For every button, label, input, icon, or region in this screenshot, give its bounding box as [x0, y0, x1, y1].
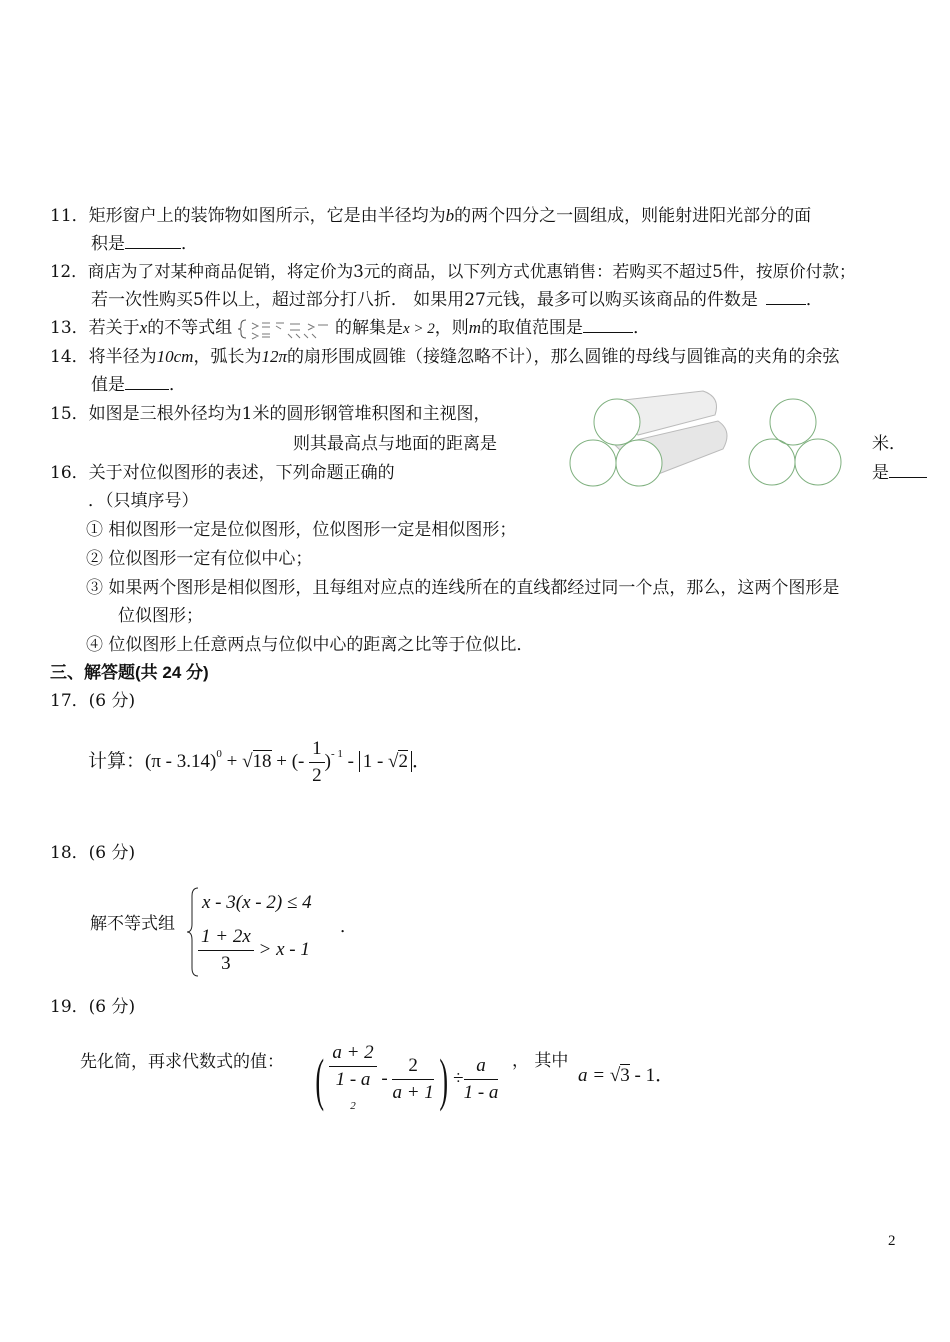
q13-mid3: ，则: [434, 318, 469, 338]
q13-prefix: 13．若关于: [50, 318, 140, 338]
q15-text: 则其最高点与地面的距离是: [293, 434, 497, 454]
q19-value: [578, 1064, 674, 1088]
q18-ineq2: [198, 924, 310, 977]
q17-abs-a: 1 -: [362, 751, 389, 772]
q16-line1: 16．关于对位似图形的表述，下列命题正确的: [50, 463, 395, 483]
q14-text-a: 14．将半径为: [50, 347, 157, 367]
q18-ineq2-rest: > x - 1: [253, 938, 310, 960]
q18-ineq1: [202, 890, 312, 916]
q13-condition: x > 2: [403, 321, 435, 337]
q18-ineq1-text: x - 3(x - 2) ≤ 4: [202, 892, 312, 913]
q17-label: 计算：: [88, 750, 146, 772]
q14-line2: [91, 374, 186, 396]
q12-text: 若一次性购买5件以上，超过部分打八折． 如果用27元钱，最多可以购买该商品的件数是: [91, 290, 758, 310]
q19-f1-exp: 2: [350, 1100, 356, 1112]
q13-answer-blank[interactable]: [583, 332, 633, 333]
q16-item-4: ④ 位似图形上任意两点与位似中心的距离之比等于位似比．: [86, 635, 534, 655]
q19-f1-den-wrap: [329, 1067, 376, 1119]
q17-term3: + (-: [271, 751, 310, 772]
section-3-title: 三、解答题(共 24 分): [50, 663, 209, 682]
q19-val-a: a =: [578, 1065, 610, 1086]
q19-paren-right: ): [439, 1046, 448, 1112]
q11-var-b: b: [445, 206, 455, 225]
q14-answer-blank[interactable]: [125, 389, 169, 390]
q19-f2-den: a + 1: [392, 1082, 434, 1103]
page-number: 2: [888, 1233, 896, 1249]
q13-end: ．: [633, 318, 651, 338]
q19-label: 先化简，再求代数式的值：: [80, 1052, 284, 1072]
q19-div: ÷: [453, 1067, 464, 1089]
q17-sqrt18: 18: [252, 751, 272, 772]
q17-exp1: - 1: [330, 748, 343, 760]
q16-item-2: ② 位似图形一定有位似中心；: [86, 549, 313, 569]
q16-line2: ．（只填序号）: [88, 491, 199, 511]
q13-var-m: m: [468, 318, 482, 337]
q19-frac2: [392, 1053, 433, 1106]
q19-f2-num: 2: [392, 1053, 433, 1080]
q18-label: 解不等式组: [90, 914, 175, 934]
q19-sqrt3: 3: [620, 1065, 630, 1086]
q17-head: 17．(6 分): [50, 691, 136, 711]
q19-paren-left: (: [315, 1046, 325, 1112]
q16-tail: [872, 462, 927, 484]
q14-radius: 10cm: [156, 347, 194, 366]
q14-arc: 12π: [261, 347, 287, 366]
q12-line1: 12．商店为了对某种商品促销，将定价为3元的商品，以下列方式优惠销售：若购买不超过5件，按原价付款；: [50, 262, 856, 281]
q19-minus: -: [376, 1067, 393, 1089]
q14-line1: [50, 346, 840, 368]
q14-end: ．: [169, 375, 186, 395]
q11-end: ．: [181, 234, 198, 254]
q19-f3-den: 1 - a: [463, 1082, 499, 1103]
q18-frac-den: 3: [221, 953, 231, 974]
q19-val-rest: - 1: [629, 1065, 656, 1086]
q16-item-3-cont: 位似图形；: [118, 606, 203, 626]
q15-line1: 15．如图是三根外径均为1米的圆形钢管堆积图和主视图，: [50, 404, 491, 424]
q15-unit: 米．: [872, 434, 906, 454]
q19-frac1: [329, 1040, 376, 1119]
q19-where: ， 其中: [512, 1051, 569, 1071]
q18-frac-num: 1 + 2x: [198, 924, 254, 951]
q19-frac3: [464, 1053, 499, 1106]
q17-sqrt2-sign: √: [388, 751, 399, 772]
q19-end: ．: [655, 1065, 675, 1086]
q17-sqrt-sign: √: [242, 751, 253, 772]
q19-f1-num: a + 2: [329, 1040, 376, 1067]
q11-text-c: 积是: [91, 234, 125, 254]
steel-pipe-stack-figure: [563, 383, 853, 493]
q12-line2: [91, 289, 823, 311]
q17-frac-den: 2: [312, 764, 322, 786]
q19-head: 19．(6 分): [50, 997, 136, 1017]
q17-abs: [359, 751, 412, 772]
q13-suffix: 的取值范围是: [481, 318, 584, 338]
q14-text-d: 值是: [91, 375, 125, 395]
q13-line: [50, 317, 650, 340]
q16-tail-text: 是: [872, 463, 889, 483]
q14-text-c: 的扇形围成圆锥（接缝忽略不计），那么圆锥的母线与圆锥高的夹角的余弦: [287, 347, 840, 367]
q13-inequality-system-figure: [238, 318, 330, 340]
q17-frac-num: 1: [309, 736, 325, 763]
q11-answer-blank[interactable]: [125, 248, 181, 249]
q18-end: ．: [340, 917, 357, 937]
q19-f1-den: 1 - a: [335, 1069, 371, 1090]
q17-sqrt2: 2: [398, 751, 408, 772]
q17-exp0: 0: [216, 748, 222, 760]
q16-answer-blank[interactable]: [889, 477, 927, 478]
q17-fraction: [309, 736, 325, 789]
q17-minus: -: [342, 751, 359, 772]
q15-line2: [293, 433, 497, 455]
q14-text-b: ，弧长为: [193, 347, 262, 367]
q16-item-1: ① 相似图形一定是位似图形，位似图形一定是相似图形；: [86, 520, 517, 540]
q13-mid: 的不等式组: [147, 318, 233, 338]
q17-plus: +: [221, 751, 243, 772]
q19-sqrt3-sign: √: [609, 1065, 621, 1086]
q11-line1: [50, 205, 811, 227]
q18-fraction: [198, 924, 254, 977]
q18-head: 18．(6 分): [50, 843, 136, 863]
q13-mid2: 的解集是: [335, 318, 403, 338]
q17-end: ．: [411, 750, 431, 772]
q11-line2: [91, 233, 198, 255]
q17-term1: (π - 3.14): [145, 751, 217, 772]
q13-var-x: x: [139, 318, 148, 337]
q19-f3-num: a: [464, 1053, 499, 1080]
q17-term4: ): [324, 751, 331, 772]
q12-end: ．: [805, 290, 823, 310]
q12-answer-blank[interactable]: [766, 304, 806, 305]
q16-item-3: ③ 如果两个图形是相似图形，且每组对应点的连线所在的直线都经过同一个点，那么，这两个图形是: [86, 578, 840, 598]
q11-text-b: 的两个四分之一圆组成，则能射进阳光部分的面: [454, 206, 812, 226]
q19-expression: [310, 1040, 498, 1119]
q11-text-a: 11．矩形窗户上的装饰物如图所示，它是由半径均为: [50, 206, 446, 226]
q17-expression: [88, 726, 431, 790]
